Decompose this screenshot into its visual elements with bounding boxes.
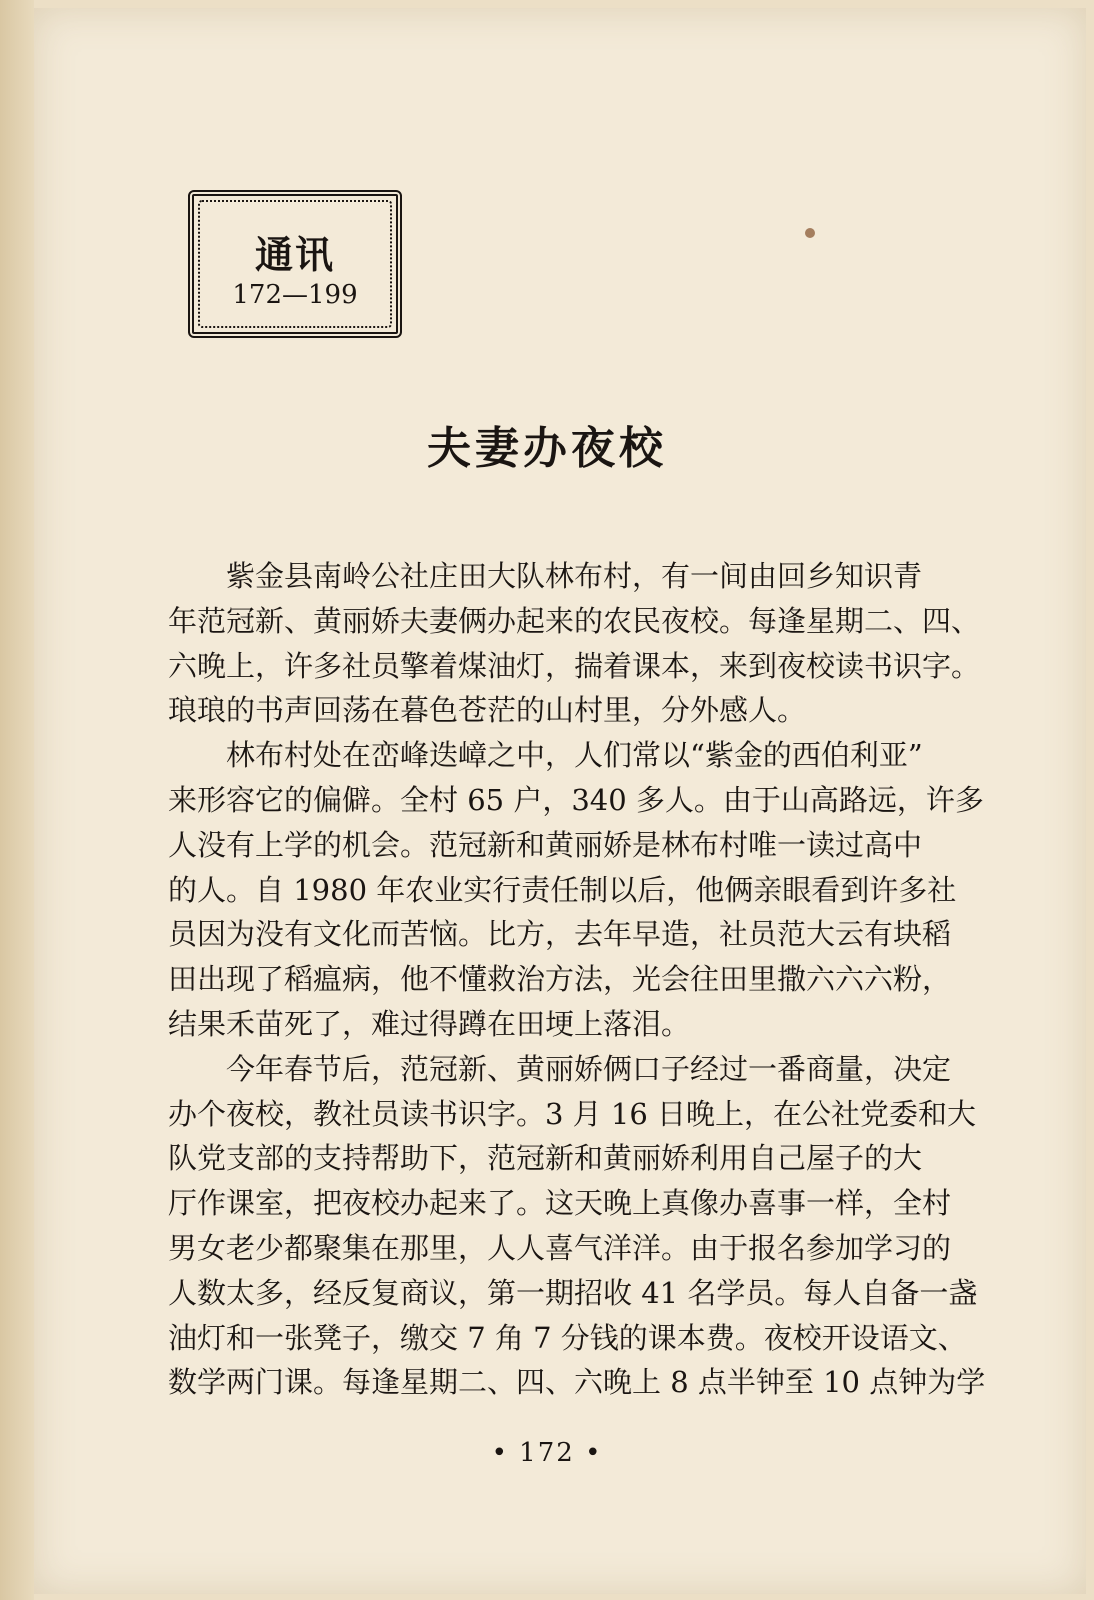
article-body xyxy=(168,554,998,1405)
body-line: 今年春节后，范冠新、黄丽娇俩口子经过一番商量，决定 xyxy=(168,1051,952,1086)
body-line: 队党支部的支持帮助下，范冠新和黄丽娇利用自己屋子的大 xyxy=(168,1141,923,1176)
body-line: 办个夜校，教社员读书识字。3 月 16 日晚上，在公社党委和大 xyxy=(168,1096,977,1131)
body-line: 琅琅的书声回荡在暮色苍茫的山村里，分外感人。 xyxy=(168,693,807,728)
page-number: • 172 • xyxy=(491,1438,603,1468)
article-title: 夫妻办夜校 xyxy=(427,423,667,474)
body-line: 来形容它的偏僻。全村 65 户，340 多人。由于山高路远，许多 xyxy=(168,782,984,817)
body-line: 男女老少都聚集在那里，人人喜气洋洋。由于报名参加学习的 xyxy=(168,1230,952,1265)
body-line: 田出现了稻瘟病，他不懂救治方法，光会往田里撒六六六粉， xyxy=(168,962,952,997)
body-line: 年范冠新、黄丽娇夫妻俩办起来的农民夜校。每逢星期二、四、 xyxy=(168,603,981,638)
section-title: 通讯 xyxy=(254,232,335,277)
section-page-range: 172—199 xyxy=(232,280,358,310)
body-line: 油灯和一张凳子，缴交 7 角 7 分钱的课本费。夜校开设语文、 xyxy=(168,1320,967,1355)
section-header-box xyxy=(188,190,402,338)
body-line: 林布村处在峦峰迭嶂之中，人们常以“紫金的西伯利亚” xyxy=(168,738,923,773)
page-edge xyxy=(0,0,34,1600)
body-line: 人没有上学的机会。范冠新和黄丽娇是林布村唯一读过高中 xyxy=(168,827,923,862)
paper-stain xyxy=(805,228,815,238)
body-line: 数学两门课。每逢星期二、四、六晚上 8 点半钟至 10 点钟为学 xyxy=(168,1365,986,1400)
body-line: 结果禾苗死了，难过得蹲在田埂上落泪。 xyxy=(168,1006,691,1041)
body-line: 的人。自 1980 年农业实行责任制以后，他俩亲眼看到许多社 xyxy=(168,872,957,907)
body-line: 紫金县南岭公社庄田大队林布村，有一间由回乡知识青 xyxy=(168,559,923,593)
body-line: 员因为没有文化而苦恼。比方，去年早造，社员范大云有块稻 xyxy=(168,917,952,952)
body-line: 六晚上，许多社员擎着煤油灯，揣着课本，来到夜校读书识字。 xyxy=(168,648,981,683)
body-line: 人数太多，经反复商议，第一期招收 41 名学员。每人自备一盏 xyxy=(168,1275,978,1310)
body-line: 厅作课室，把夜校办起来了。这天晚上真像办喜事一样，全村 xyxy=(168,1186,952,1221)
